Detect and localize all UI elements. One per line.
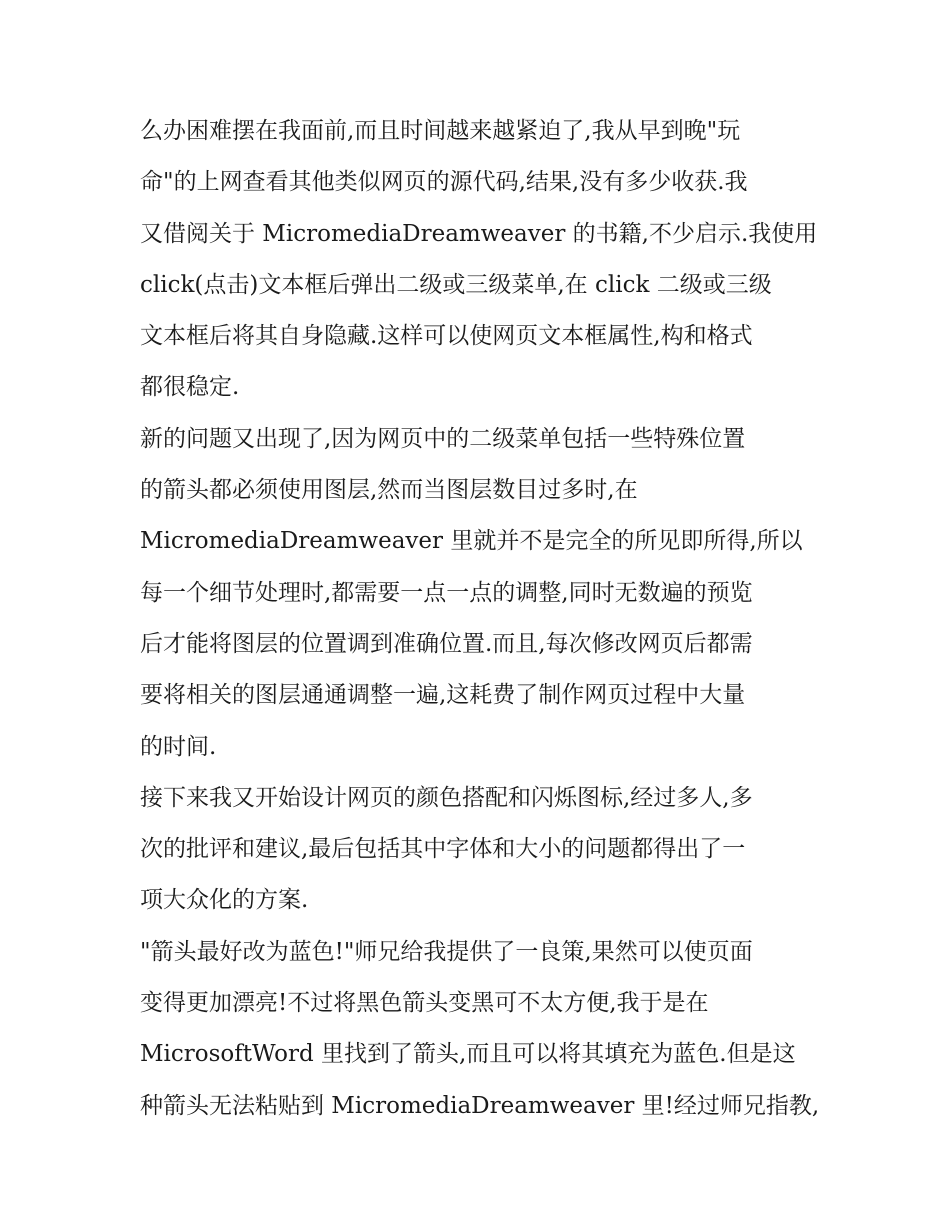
text-line: 变得更加漂亮!不过将黑色箭头变黑可不太方便,我于是在 [140,990,709,1017]
text-line: 每一个细节处理时,都需要一点一点的调整,同时无数遍的预览 [140,579,753,606]
text-line: 项大众化的方案. [140,887,309,914]
text-line: "箭头最好改为蓝色!"师兄给我提供了一良策,果然可以使页面 [140,938,753,965]
text-line: 要将相关的图层通通调整一遍,这耗费了制作网页过程中大量 [140,682,746,709]
text-line: click(点击)文本框后弹出二级或三级菜单,在 click 二级或三级 [140,271,772,298]
text-line: 次的批评和建议,最后包括其中字体和大小的问题都得出了一 [140,836,746,863]
text-line: 种箭头无法粘贴到 MicromediaDreamweaver 里!经过师兄指教, [140,1092,820,1119]
text-line: 后才能将图层的位置调到准确位置.而且,每次修改网页后都需 [140,630,753,657]
text-line: 文本框后将其自身隐藏.这样可以使网页文本框属性,构和格式 [140,323,753,350]
text-line: 都很稳定. [140,374,240,401]
text-line: 的箭头都必须使用图层,然而当图层数目过多时,在 [140,477,638,504]
body-text [140,106,830,1132]
text-line: 么办困难摆在我面前,而且时间越来越紧迫了,我从早到晚"玩 [140,118,741,144]
text-line: MicrosoftWord 里找到了箭头,而且可以将其填充为蓝色.但是这 [140,1041,796,1068]
text-line: 命"的上网查看其他类似网页的源代码,结果,没有多少收获.我 [140,169,748,196]
text-line: MicromediaDreamweaver 里就并不是完全的所见即所得,所以 [140,528,803,555]
text-line: 新的问题又出现了,因为网页中的二级菜单包括一些特殊位置 [140,425,746,452]
text-line: 的时间. [140,733,217,760]
text-line: 又借阅关于 MicromediaDreamweaver 的书籍,不少启示.我使用 [140,220,818,247]
text-line: 接下来我又开始设计网页的颜色搭配和闪烁图标,经过多人,多 [140,784,753,811]
